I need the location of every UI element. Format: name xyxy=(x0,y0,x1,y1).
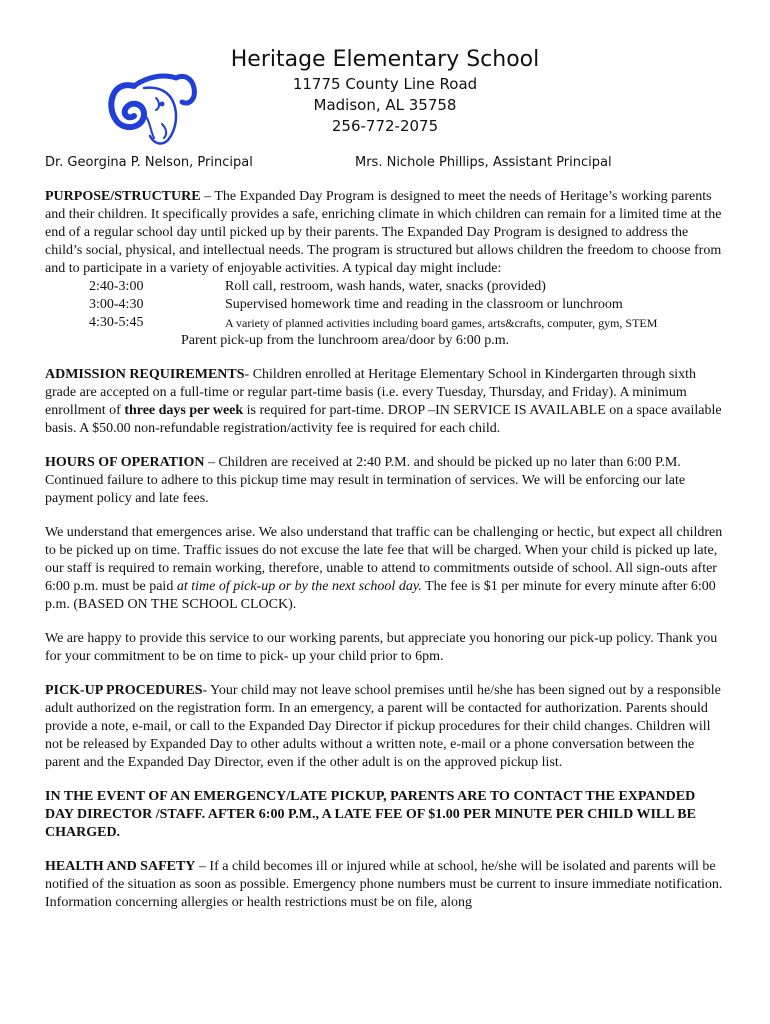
hours-heading: HOURS OF OPERATION xyxy=(45,455,205,470)
schedule-time: 4:30-5:45 xyxy=(89,315,144,330)
schedule-time: 3:00-4:30 xyxy=(89,297,144,312)
emergency-notice: IN THE EVENT OF AN EMERGENCY/LATE PICKUP, PARENTS ARE TO CONTACT THE EXPANDED DAY DIRECTOR /STAFF. AFTER 6:00 P.M., A LATE FEE OF $1.00 PER MINUTE PER CHILD WILL BE CHARGED. xyxy=(45,789,696,840)
hours-section xyxy=(45,454,725,508)
appreciation-paragraph: We are happy to provide this service to our working parents, but appreciate you honoring our pick-up policy. Thank you for your commitment to be on time to pick- up your child prior to 6pm. xyxy=(45,631,718,664)
admission-heading: ADMISSION REQUIREMENTS xyxy=(45,367,245,382)
admission-section xyxy=(45,366,725,438)
principal-name: Dr. Georgina P. Nelson, Principal xyxy=(45,155,253,170)
purpose-section xyxy=(45,188,725,278)
emergencies-text: We understand that emergences arise. We also understand that traffic can be challenging or hectic, but expect all children to be picked up on time. Traffic issues do not excuse the late fee that will be charged. When your child is picked up late, our staff is required to remain working, therefore, unable to attend to commitments outside of school. All sign-outs after 6:00 p.m. must be paid xyxy=(45,525,723,594)
assistant-principal-name: Mrs. Nichole Phillips, Assistant Principal xyxy=(355,155,612,170)
school-name: Heritage Elementary School xyxy=(230,47,540,72)
admission-text: - Children enrolled at Heritage Elementary School in Kindergarten through sixth grade are accepted on a full-time or regular part-time basis (i.e. every Tuesday, Thursday, and Friday). A minimum enrollment of xyxy=(45,367,697,418)
purpose-text: – The Expanded Day Program is designed to meet the needs of Heritage’s working parents and their children. It specifically provides a safe, enriching climate in which children can remain for a limited time at the end of a regular school day until picked up by their parents. The Expanded Day Program is designed to address the child’s social, physical, and intellectual needs. The program is structured but allows children the freedom to choose from and to participate in a variety of enjoyable activities. A typical day might include: xyxy=(45,189,722,276)
schedule-row xyxy=(45,296,725,314)
health-section xyxy=(45,858,725,912)
address-line1: 11775 County Line Road xyxy=(292,75,478,93)
hours-text: – Children are received at 2:40 P.M. and should be picked up no later than 6:00 P.M. Continued failure to adhere to this pickup time may result in termination of services. We will be enforcing our late payment policy and late fees. xyxy=(45,455,686,506)
admission-bold-text: three days per week xyxy=(124,403,244,418)
schedule-pickup-row xyxy=(45,332,725,350)
schedule-row xyxy=(45,314,725,332)
emergencies-paragraph xyxy=(45,524,725,614)
schedule-time: 2:40-3:00 xyxy=(89,279,144,294)
ram-logo-icon xyxy=(104,58,204,148)
purpose-heading: PURPOSE/STRUCTURE xyxy=(45,189,201,204)
address-line2: Madison, AL 35758 xyxy=(313,96,457,114)
document-body xyxy=(45,188,725,928)
schedule-row xyxy=(45,278,725,296)
emergencies-text-end: The fee is $1 per minute for every minute after 6:00 p.m. (BASED ON THE SCHOOL CLOCK). xyxy=(45,579,716,612)
admission-text-end: is required for part-time. DROP –IN SERVICE IS AVAILABLE on a space available basis. A $50.00 non-refundable registration/activity fee is required for each child. xyxy=(45,403,722,436)
schedule-activity: Supervised homework time and reading in the classroom or lunchroom xyxy=(225,297,623,312)
schedule-list xyxy=(45,278,725,350)
phone-number: 256-772-2075 xyxy=(331,117,439,135)
pickup-text: - Your child may not leave school premises until he/she has been signed out by a responsible adult authorized on the registration form. In an emergency, a parent will be contacted for authorization. Parents should provide a note, e-mail, or call to the Expanded Day Director if pickup procedures for their child changes. Children will not be released by Expanded Day to other adults without a written note, e-mail or a phone conversation between the parent and the Expanded Day Director, even if the other adult is on the approved pickup list. xyxy=(45,683,721,770)
schedule-activity: A variety of planned activities including board games, arts&crafts, computer, gym, STEM xyxy=(225,316,658,330)
health-heading: HEALTH AND SAFETY xyxy=(45,859,196,874)
schedule-pickup-line: Parent pick-up from the lunchroom area/door by 6:00 p.m. xyxy=(181,333,510,348)
pickup-section xyxy=(45,682,725,772)
health-text: – If a child becomes ill or injured while at school, he/she will be isolated and parents will be notified of the situation as soon as possible. Emergency phone numbers must be current to insure immediate notification. Information concerning allergies or health restrictions must be on file, along xyxy=(45,859,723,910)
emergencies-italic-text: at time of pick-up or by the next school day. xyxy=(176,579,422,594)
schedule-activity: Roll call, restroom, wash hands, water, snacks (provided) xyxy=(225,279,546,294)
pickup-heading: PICK-UP PROCEDURES xyxy=(45,683,203,698)
